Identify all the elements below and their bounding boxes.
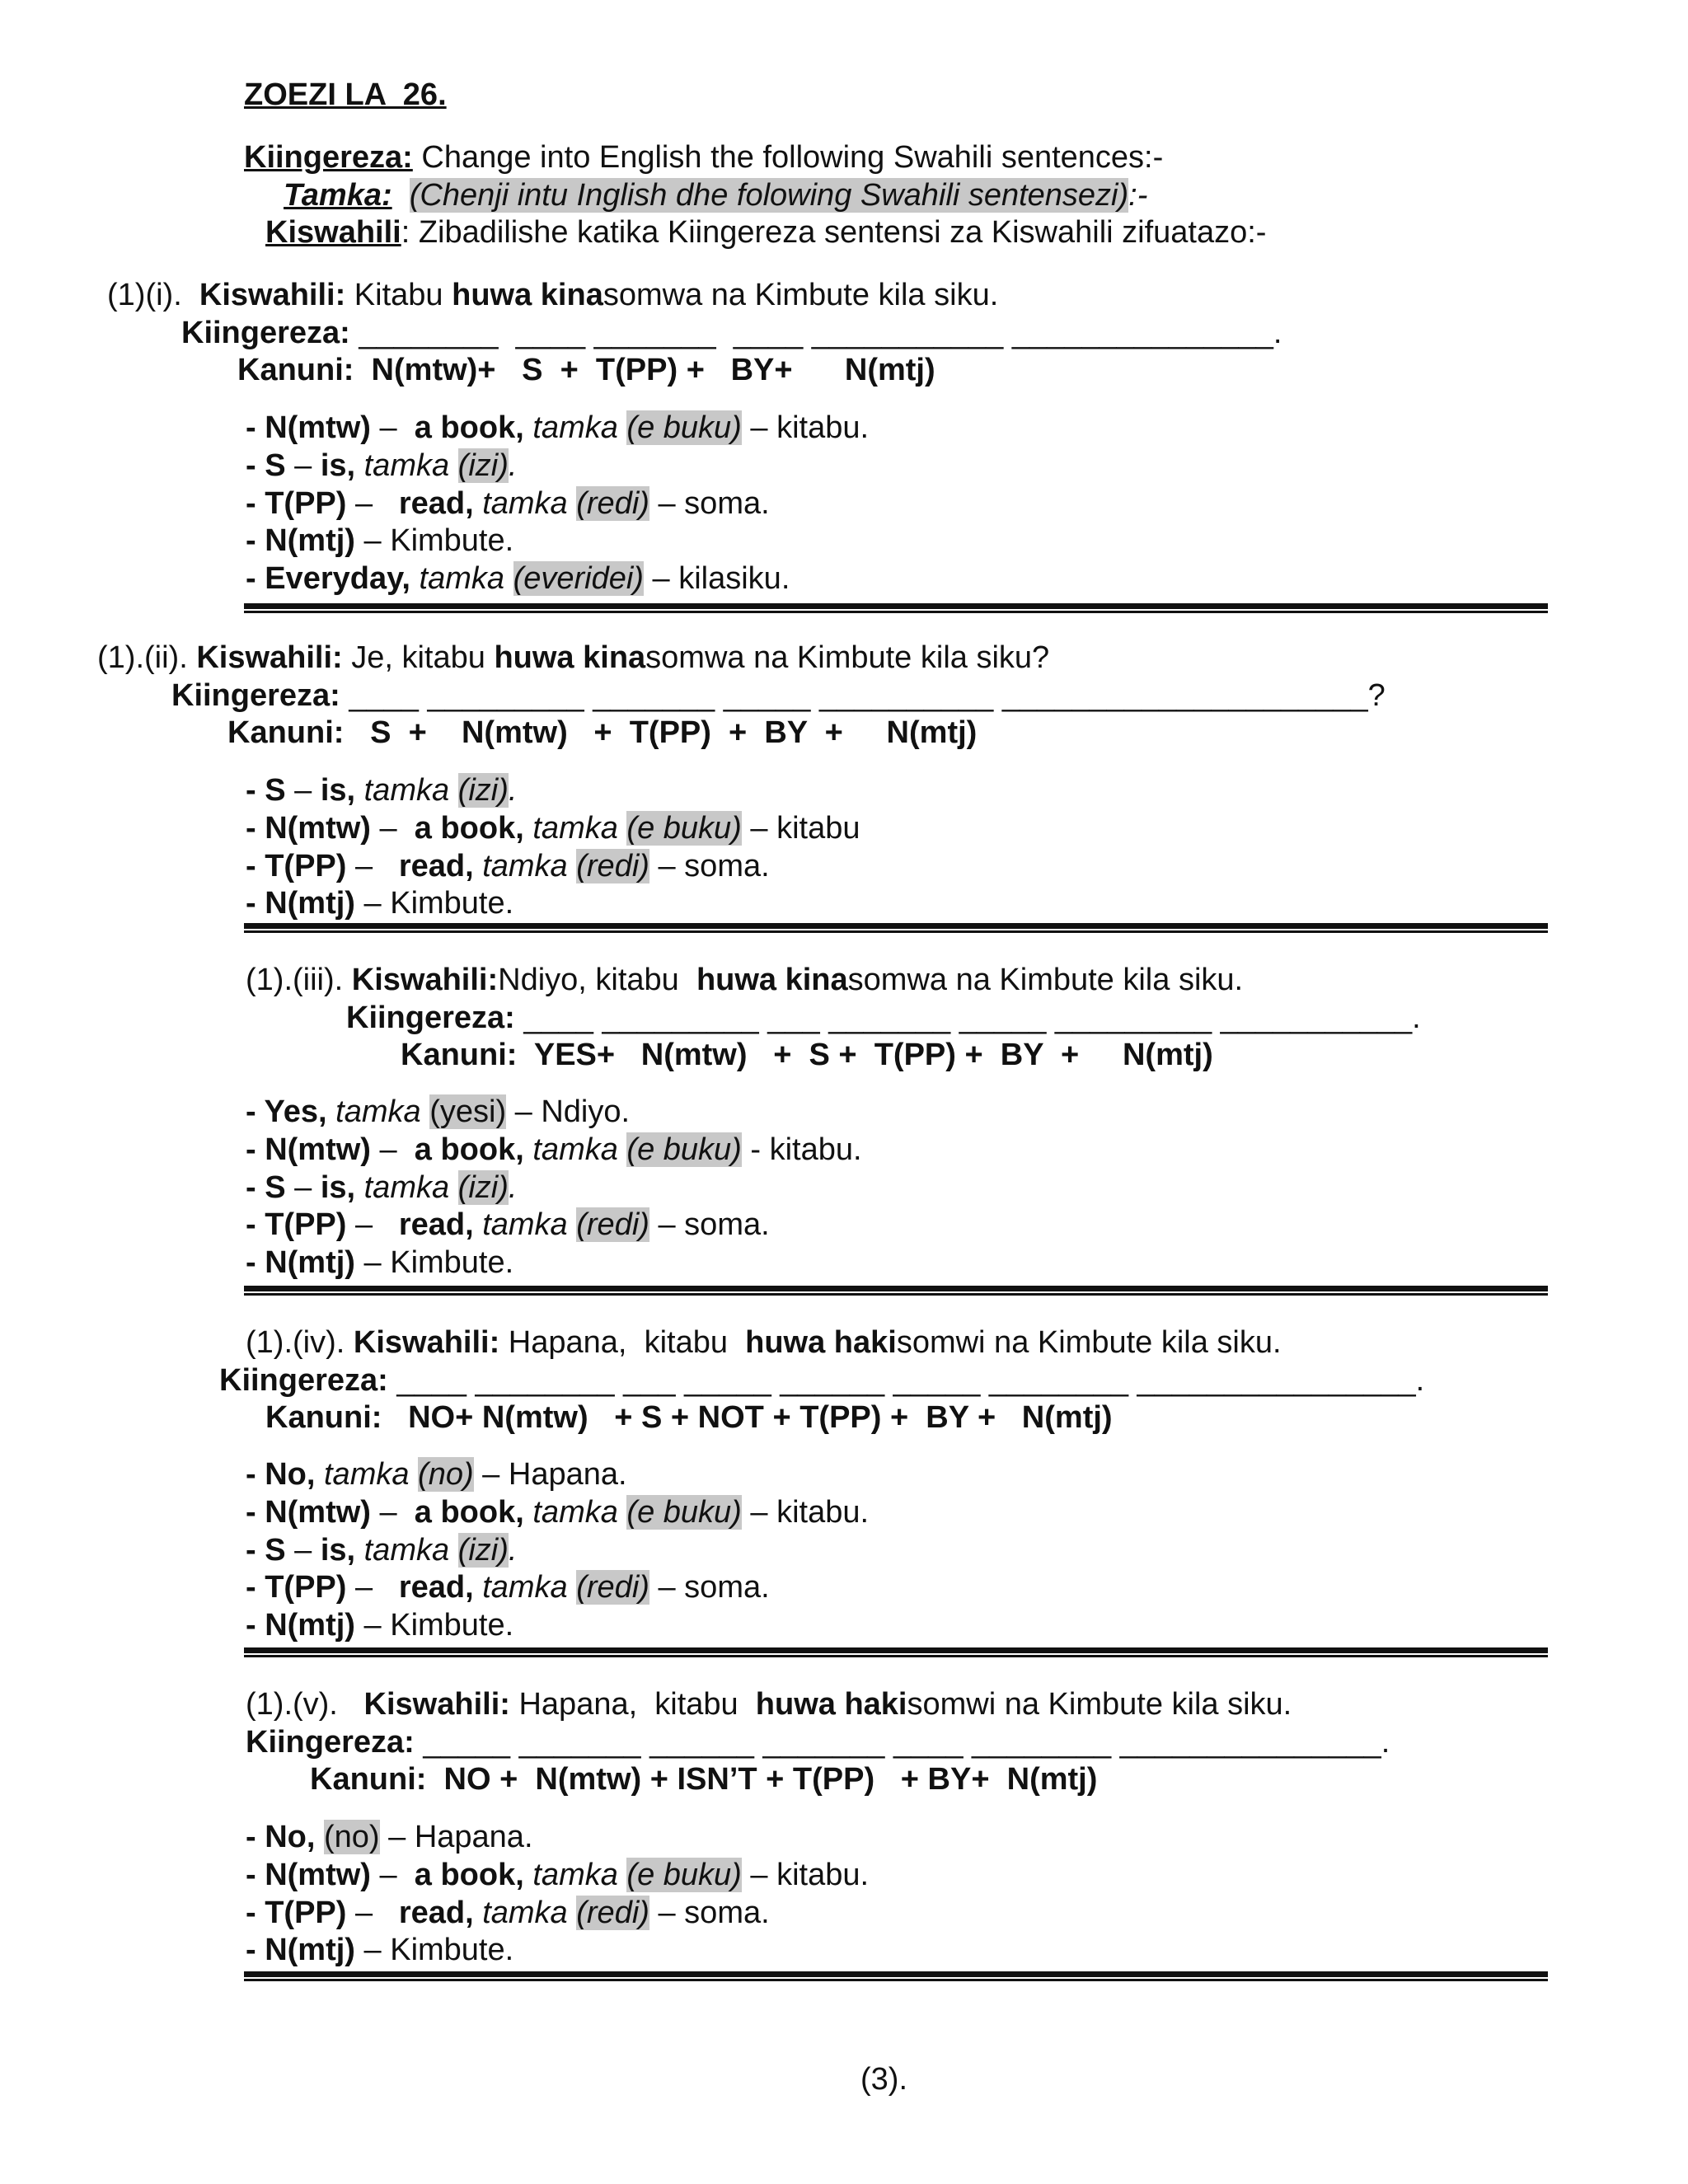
text-span: – Kimbute. <box>354 1245 514 1280</box>
text-span: – Ndiyo. <box>506 1094 631 1129</box>
text-span: read, <box>398 486 474 521</box>
ex3-vocab-tpp <box>246 1206 770 1244</box>
divider <box>244 923 1548 933</box>
text-span: huwa haki <box>745 1325 897 1360</box>
text-span: – <box>370 1132 406 1167</box>
text-span: - N(mtj) <box>246 1608 355 1643</box>
text-span: – Hapana. <box>473 1457 627 1492</box>
text-span: (izi) <box>457 773 509 808</box>
text-span: a book, <box>414 1132 524 1167</box>
text-span: tamka <box>363 1170 450 1205</box>
text-span: – <box>285 1170 321 1205</box>
text-span: Kiingereza: <box>346 1001 515 1035</box>
text-span: - N(mtj) <box>246 1933 355 1967</box>
text-span: tamka <box>363 1533 450 1568</box>
text-span: (izi) <box>457 1533 509 1568</box>
divider <box>244 603 1548 613</box>
text-span: read, <box>398 849 474 883</box>
text-span: - kitabu. <box>741 1132 862 1167</box>
text-span: – kitabu <box>741 811 860 846</box>
text-span: – <box>346 1570 382 1605</box>
text-span: - No, <box>246 1457 316 1492</box>
ex3-sentence <box>246 961 1243 999</box>
text-span: ____ ________ ___ _____ ______ _____ ________ ________________. <box>387 1363 1425 1398</box>
ex5-vocab-no <box>246 1818 533 1856</box>
label: Kiswahili: <box>199 278 346 312</box>
text-span: Hapana, kitabu <box>499 1325 746 1360</box>
text: Change into English the following Swahili sentences:- <box>412 140 1164 175</box>
text-span: (1).(iv). <box>246 1325 354 1360</box>
ex3-formula <box>401 1036 1213 1074</box>
text-span: tamka <box>482 1896 568 1930</box>
text-span: - Everyday, <box>246 561 410 596</box>
text-span: – Kimbute. <box>354 1933 514 1967</box>
text-span: – <box>370 1858 406 1892</box>
text-span: Kanuni: <box>401 1038 518 1072</box>
text-span: – kilasiku. <box>643 561 790 596</box>
text-span: - N(mtw) <box>246 1495 371 1530</box>
text-span: somwa na Kimbute kila siku? <box>645 640 1050 675</box>
text-span: tamka <box>363 773 450 808</box>
text-span: - T(PP) <box>246 1570 347 1605</box>
ex1-vocab-everyday <box>246 560 790 598</box>
text-span: – <box>285 1533 321 1568</box>
text: Kitabu <box>345 278 452 312</box>
text-span: S + N(mtw) + T(PP) + BY + N(mtj) <box>344 715 978 750</box>
blanks: ________ ____ _______ ____ ___________ _______________. <box>349 316 1282 350</box>
text-span: - N(mtw) <box>246 1858 371 1892</box>
text-span: Kiswahili: <box>363 1687 510 1722</box>
text-span: (e buku) <box>626 811 742 846</box>
text-span: (e buku) <box>626 410 742 445</box>
instruction-swahili <box>265 213 1266 251</box>
text-span: Kiingereza: <box>171 678 340 713</box>
text-span: Hapana, kitabu <box>509 1687 756 1722</box>
text-span: tamka <box>324 1457 410 1492</box>
text-span: (redi) <box>576 1207 649 1242</box>
ex2-vocab-s <box>246 771 517 809</box>
ex3-vocab-yes <box>246 1093 630 1131</box>
text-span: - No, <box>246 1820 316 1854</box>
text-span: – <box>285 448 321 483</box>
text-span: somwi na Kimbute kila siku. <box>896 1325 1282 1360</box>
text-span: – kitabu. <box>741 1495 870 1530</box>
text-span: - N(mtj) <box>246 886 355 921</box>
divider <box>244 1971 1548 1981</box>
text-span: – <box>346 1896 382 1930</box>
ex4-formula <box>265 1399 1113 1436</box>
text-span: tamka <box>363 448 450 483</box>
text-span: Kanuni: <box>227 715 345 750</box>
text: : Zibadilishe katika Kiingereza sentensi za Kiswahili zifuatazo:- <box>401 215 1267 250</box>
text-span: tamka <box>335 1094 421 1129</box>
text-span: (e buku) <box>626 1132 742 1167</box>
instruction-english <box>244 138 1163 176</box>
text-span: is, <box>320 448 356 483</box>
text-span: YES+ N(mtw) + S + T(PP) + BY + N(mtj) <box>517 1038 1213 1072</box>
ex4-vocab-no <box>246 1455 627 1493</box>
ex1-vocab-tpp <box>246 485 770 523</box>
text-span: – kitabu. <box>741 410 870 445</box>
ex1-sentence <box>107 276 998 314</box>
text-span: – <box>370 410 406 445</box>
text-span: Kanuni: <box>265 1400 382 1435</box>
text-span: - N(mtw) <box>246 811 371 846</box>
text-span: read, <box>398 1207 474 1242</box>
label: Kiingereza: <box>181 316 350 350</box>
ex3-vocab-nmtj <box>246 1244 513 1282</box>
text-span: - N(mtj) <box>246 523 355 558</box>
text-span: - N(mtw) <box>246 1132 371 1167</box>
text-span: a book, <box>414 410 524 445</box>
text-span: – Kimbute. <box>354 1608 514 1643</box>
text-span: somwi na Kimbute kila siku. <box>907 1687 1292 1722</box>
divider <box>244 1286 1548 1296</box>
ex1-vocab-nmtw <box>246 409 869 447</box>
text-span: (1).(v). <box>246 1687 364 1722</box>
ex2-vocab-nmtw <box>246 809 860 847</box>
text-span: (1).(ii). <box>97 640 197 675</box>
ex2-answer-line <box>171 677 1386 715</box>
text-span: tamka <box>482 1207 568 1242</box>
text-span: tamka <box>482 849 568 883</box>
text-span: – <box>346 486 382 521</box>
text-span: – <box>370 811 406 846</box>
text-span: tamka <box>532 1132 618 1167</box>
text-span: – Kimbute. <box>354 886 514 921</box>
text-span: - T(PP) <box>246 1207 347 1242</box>
ex5-sentence <box>246 1685 1292 1723</box>
text-span: a book, <box>414 1495 524 1530</box>
text-span: – soma. <box>649 1207 770 1242</box>
text-span: Kiswahili: <box>353 1325 500 1360</box>
text-span: Kiswahili: <box>351 963 499 997</box>
text-span: - N(mtj) <box>246 1245 355 1280</box>
ex3-answer-line <box>346 999 1421 1037</box>
text-span: _____ _______ ______ _______ ____ ________ _______________. <box>414 1725 1390 1760</box>
text-span: – soma. <box>649 486 770 521</box>
text-span: (e buku) <box>626 1858 742 1892</box>
ex1-answer-line <box>181 314 1282 352</box>
divider <box>244 1647 1548 1657</box>
text-span: Kiingereza: <box>219 1363 388 1398</box>
text-span: – soma. <box>649 1570 770 1605</box>
text-span: (no) <box>418 1457 474 1492</box>
text-span: (yesi) <box>429 1094 507 1129</box>
text-bold: huwa kina <box>452 278 603 312</box>
text: :- <box>1128 178 1148 213</box>
ex4-answer-line <box>219 1361 1424 1399</box>
text-span: Kanuni: <box>310 1762 427 1797</box>
text-span: - T(PP) <box>246 486 347 521</box>
ex5-formula <box>310 1760 1097 1798</box>
text-span: tamka <box>532 1495 618 1530</box>
label: Kanuni: <box>237 353 354 387</box>
text-span: (redi) <box>576 849 649 883</box>
ex5-vocab-tpp <box>246 1894 770 1932</box>
text-span: Kiswahili: <box>196 640 343 675</box>
text-span: is, <box>320 1533 356 1568</box>
text-span: tamka <box>532 410 618 445</box>
text-span: is, <box>320 773 356 808</box>
page-title: ZOEZI LA 26. <box>244 77 447 112</box>
text-span: NO+ N(mtw) + S + NOT + T(PP) + BY + N(mtj) <box>382 1400 1113 1435</box>
text-span: . <box>508 1533 518 1568</box>
ex4-vocab-nmtw <box>246 1493 869 1531</box>
text-span: ____ _________ ___ _______ _____ _________ ___________. <box>514 1001 1421 1035</box>
text-span: (1).(iii). <box>246 963 352 997</box>
text-span: a book, <box>414 811 524 846</box>
label: Tamka: <box>284 178 392 213</box>
text-span: - T(PP) <box>246 1896 347 1930</box>
text-span: ____ _________ _______ _____ __________ _____________________? <box>340 678 1386 713</box>
text-span: Je, kitabu <box>342 640 495 675</box>
number: (1)(i). <box>107 278 199 312</box>
text-span: (izi) <box>457 448 509 483</box>
text-span: (izi) <box>457 1170 509 1205</box>
text-span: – Kimbute. <box>354 523 514 558</box>
label: Kiingereza: <box>244 140 413 175</box>
formula: N(mtw)+ S + T(PP) + BY+ N(mtj) <box>354 353 935 387</box>
ex1-vocab-nmtj <box>246 522 513 560</box>
text-span: huwa haki <box>755 1687 907 1722</box>
text-span: – kitabu. <box>741 1858 870 1892</box>
text-span: NO + N(mtw) + ISN’T + T(PP) + BY+ N(mtj) <box>426 1762 1098 1797</box>
text-span: . <box>508 448 518 483</box>
ex4-vocab-s <box>246 1531 517 1569</box>
text-span: (e buku) <box>626 1495 742 1530</box>
instruction-tamka <box>284 176 1147 214</box>
text-span: - S <box>246 773 286 808</box>
ex1-vocab-s <box>246 447 517 485</box>
text-span: tamka <box>482 1570 568 1605</box>
ex3-vocab-s <box>246 1169 517 1207</box>
ex2-vocab-tpp <box>246 847 770 885</box>
ex1-formula <box>237 351 935 389</box>
ex5-answer-line <box>246 1723 1390 1761</box>
text-span: . <box>508 773 518 808</box>
text-span: tamka <box>482 486 568 521</box>
text-span: (redi) <box>576 486 649 521</box>
ex4-vocab-tpp <box>246 1568 770 1606</box>
text-span: - S <box>246 448 286 483</box>
pronunciation: (Chenji intu Inglish dhe folowing Swahili sentensezi) <box>409 178 1129 213</box>
label: Kiswahili <box>265 215 401 250</box>
text-span: (no) <box>324 1820 380 1854</box>
text-span: tamka <box>532 811 618 846</box>
ex4-vocab-nmtj <box>246 1606 513 1644</box>
text-span: – soma. <box>649 849 770 883</box>
text-span: a book, <box>414 1858 524 1892</box>
ex5-vocab-nmtw <box>246 1856 869 1894</box>
ex5-vocab-nmtj <box>246 1931 513 1969</box>
text-span: - S <box>246 1533 286 1568</box>
text-span: - Yes, <box>246 1094 327 1129</box>
text-span: tamka <box>532 1858 618 1892</box>
text-span: – soma. <box>649 1896 770 1930</box>
text-span: is, <box>320 1170 356 1205</box>
text-span: (everidei) <box>513 561 644 596</box>
ex2-vocab-nmtj <box>246 884 513 922</box>
text-span: huwa kina <box>696 963 848 997</box>
ex2-formula <box>227 714 977 752</box>
page-number: (3). <box>860 2062 907 2097</box>
text-span: – <box>285 773 321 808</box>
text-span: – <box>346 849 382 883</box>
ex4-sentence <box>246 1324 1282 1361</box>
text-span: - S <box>246 1170 286 1205</box>
text: somwa na Kimbute kila siku. <box>603 278 999 312</box>
text-span: tamka <box>419 561 505 596</box>
text-span: huwa kina <box>494 640 646 675</box>
text-span: Kiingereza: <box>246 1725 415 1760</box>
text-span: read, <box>398 1570 474 1605</box>
text-span: – <box>370 1495 406 1530</box>
text-span: somwa na Kimbute kila siku. <box>847 963 1244 997</box>
text-span: (redi) <box>576 1570 649 1605</box>
text-span: read, <box>398 1896 474 1930</box>
text-span: (redi) <box>576 1896 649 1930</box>
text-span: - T(PP) <box>246 849 347 883</box>
text-span: – <box>346 1207 382 1242</box>
text-span: . <box>508 1170 518 1205</box>
ex3-vocab-nmtw <box>246 1131 862 1169</box>
text-span: – Hapana. <box>379 1820 533 1854</box>
ex2-sentence <box>97 639 1049 677</box>
text-span: - N(mtw) <box>246 410 371 445</box>
text-span: Ndiyo, kitabu <box>498 963 696 997</box>
